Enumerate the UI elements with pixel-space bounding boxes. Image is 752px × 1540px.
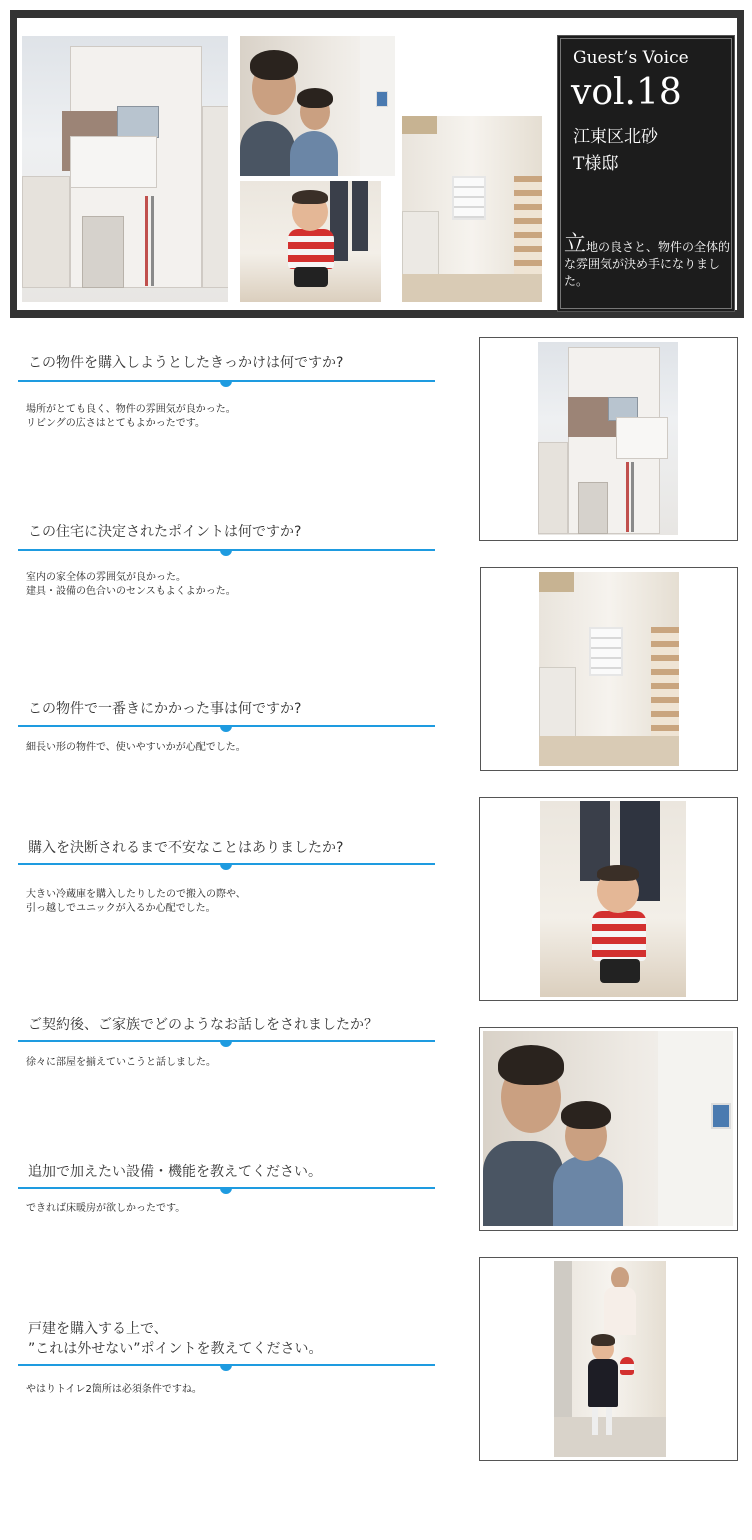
photo-frame-1: [479, 337, 738, 541]
question-7-line-2: ”これは外せない”ポイントを教えてください。: [28, 1341, 323, 1357]
underline-marker: [220, 1188, 232, 1194]
photo-frame-4: [479, 1027, 738, 1231]
question-6: 追加で加えたい設備・機能を教えてください。: [28, 1164, 322, 1180]
entrance-hall-photo: [539, 572, 679, 766]
underline-marker: [220, 1365, 232, 1371]
underline-marker: [220, 1041, 232, 1047]
question-1: この物件を購入しようとしたきっかけは何ですか?: [28, 355, 344, 371]
answer-5: 徐々に部屋を揃えていこうと話しました。: [26, 1057, 216, 1068]
guest-voice-subtitle: Guest’s Voice: [573, 48, 689, 68]
house-exterior-photo: [22, 36, 228, 302]
header-inner: [17, 18, 737, 310]
header-banner: [10, 10, 744, 318]
guest-voice-label: [557, 35, 735, 312]
question-5: ご契約後、ご家族でどのようなお話しをされましたか？: [28, 1017, 378, 1033]
answer-4: 大きい冷蔵庫を購入したりしたので搬入の際や、 引っ越しでユニックが入るか心配でした。: [26, 889, 246, 914]
entrance-hall-photo: [402, 116, 542, 302]
underline-marker: [220, 864, 232, 870]
question-2: この住宅に決定されたポイントは何ですか?: [28, 524, 302, 540]
catch-copy-initial: 立: [564, 232, 587, 257]
answer-6: できれば床暖房が欲しかったです。: [26, 1203, 186, 1214]
photo-frame-3: [479, 797, 738, 1001]
customer-name: T様邸: [573, 154, 619, 174]
answer-2: 室内の家全体の雰囲気が良かった。 建具・設備の色合いのセンスもよくよかった。: [26, 572, 236, 597]
underline-marker: [220, 726, 232, 732]
question-3: この物件で一番きにかかった事は何ですか?: [28, 701, 302, 717]
answer-1: 場所がとても良く、物件の雰囲気が良かった。 リビングの広さはとてもよかったです。: [26, 404, 236, 429]
answer-7: やはりトイレ2箇所は必須条件ですね。: [26, 1384, 202, 1395]
child-photo: [540, 801, 686, 997]
area-name: 江東区北砂: [573, 127, 658, 147]
question-4: 購入を決断されるまで不安なことはありましたか?: [28, 840, 344, 856]
couple-photo: [483, 1031, 733, 1226]
photo-frame-2: [480, 567, 738, 771]
house-exterior-photo: [538, 342, 678, 535]
couple-photo: [240, 36, 395, 176]
child-photo: [240, 181, 381, 302]
question-7-line-1: 戸建を購入する上で、: [28, 1321, 168, 1337]
volume-number: vol.18: [571, 72, 682, 113]
family-hallway-photo: [554, 1261, 666, 1457]
answer-3: 細長い形の物件で、使いやすいかが心配でした。: [26, 742, 246, 753]
catch-copy-text: 地の良さと、物件の全体的な雰囲気が決め手になりました。: [564, 240, 731, 288]
catch-copy: [564, 232, 734, 290]
photo-frame-5: [479, 1257, 738, 1461]
underline-marker: [220, 550, 232, 556]
underline-marker: [220, 381, 232, 387]
